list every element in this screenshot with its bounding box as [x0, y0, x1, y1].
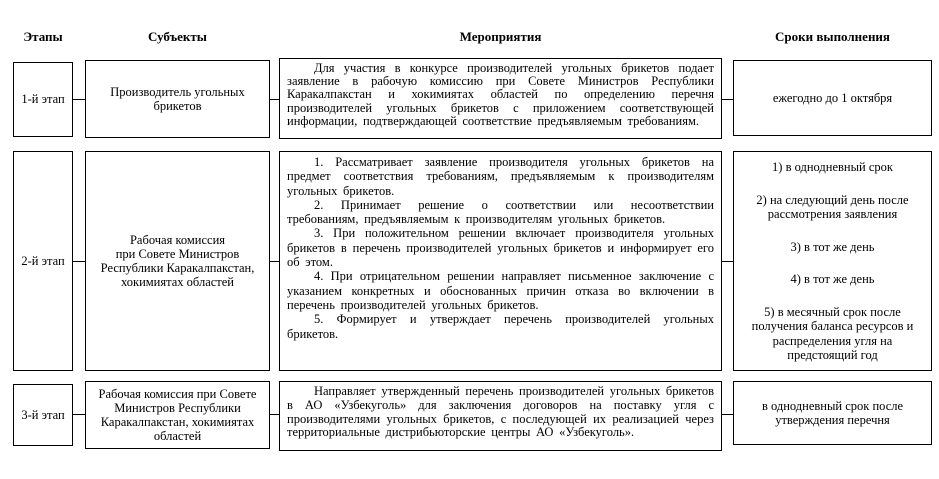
activities-box-1 [279, 58, 722, 139]
subject-line: Рабочая комиссия [129, 232, 226, 247]
connector-line [73, 261, 85, 262]
deadline-item: 5) в месячный срок после получения баланса ресурсов и распределения угля на предстоящий год [751, 305, 914, 362]
deadlines-box-1: ежегодно до 1 октября [733, 60, 932, 136]
connector-line [73, 99, 85, 100]
activity-paragraph: Направляет утвержденный перечень производителей угольных брикетов в АО «Узбекуголь» для заключения договоров на поставку угля с производителями угольных брикетов, с последующей их реализацией через территориальные дистрибьюторские центры АО «Узбекуголь». [287, 384, 714, 440]
column-header-activities: Мероприятия [459, 29, 542, 44]
subject-line: Министров Республики [114, 400, 241, 415]
deadline-item: 3) в тот же день [790, 239, 875, 254]
subject-line: областей [153, 429, 202, 444]
connector-line [270, 414, 279, 415]
deadlines-box-2 [733, 151, 932, 371]
subject-line: брикетов [153, 99, 202, 113]
connector-line [722, 414, 733, 415]
connector-line [270, 261, 279, 262]
deadline-item: 4) в тот же день [790, 272, 875, 287]
activity-paragraph: 1. Рассматривает заявление производителя угольных брикетов на предмет соответствия требованиям, предъявляемым к производителям угольных брикетов. [287, 155, 714, 198]
stage-box-3: 3-й этап [13, 384, 73, 446]
column-header-stages: Этапы [23, 29, 63, 44]
subject-line: Республики Каракалпакстан, [100, 261, 255, 275]
subject-line: хокимиятах областей [120, 275, 234, 290]
subject-box-2 [85, 151, 270, 371]
subject-box-1 [85, 60, 270, 138]
stage-box-2: 2-й этап [13, 151, 73, 371]
subject-box-3 [85, 381, 270, 449]
activity-paragraph: 3. При положительном решении включает производителя угольных брикетов в перечень производителей угольных брикетов и информирует его об этом. [287, 226, 714, 270]
deadline-item: 2) на следующий день после рассмотрения заявления [756, 192, 909, 221]
connector-line [73, 414, 85, 415]
activity-paragraph: 4. При отрицательном решении направляет письменное заключение с указанием конкретных и обоснованных причин отказа во включении в перечень производителей угольных брикетов. [287, 269, 714, 312]
column-header-deadlines: Сроки выполнения [775, 29, 890, 44]
stage-box-1: 1-й этап [13, 62, 73, 137]
connector-line [722, 99, 733, 100]
column-header-subjects: Субъекты [148, 29, 207, 44]
deadline-item: 1) в однодневный срок [772, 160, 893, 174]
activities-box-3 [279, 381, 722, 451]
activity-paragraph: 5. Формирует и утверждает перечень производителей угольных брикетов. [287, 312, 714, 341]
activity-paragraph: 2. Принимает решение о соответствии или несоответствии требованиям, предъявляемым к производителям угольных брикетов. [287, 197, 714, 227]
connector-line [722, 261, 733, 262]
deadlines-box-3: в однодневный срок после утверждения перечня [733, 381, 932, 445]
subject-line: Производитель угольных [110, 84, 245, 99]
activities-box-2 [279, 151, 722, 371]
subject-line: Рабочая комиссия при Совете [98, 386, 257, 401]
connector-line [270, 99, 279, 100]
subject-line: при Совете Министров [115, 246, 240, 261]
activity-paragraph: Для участия в конкурсе производителей угольных брикетов подает заявление в рабочую комиссию при Совете Министров Республики Каракалпакстан и хокимиятах областей по определению перечня производителей угольных брикетов с приложением соответствующей информации, подтверждающей соответствие предъявляемым требованиям. [287, 61, 714, 128]
subject-line: Каракалпакстан, хокимиятах [100, 415, 255, 429]
